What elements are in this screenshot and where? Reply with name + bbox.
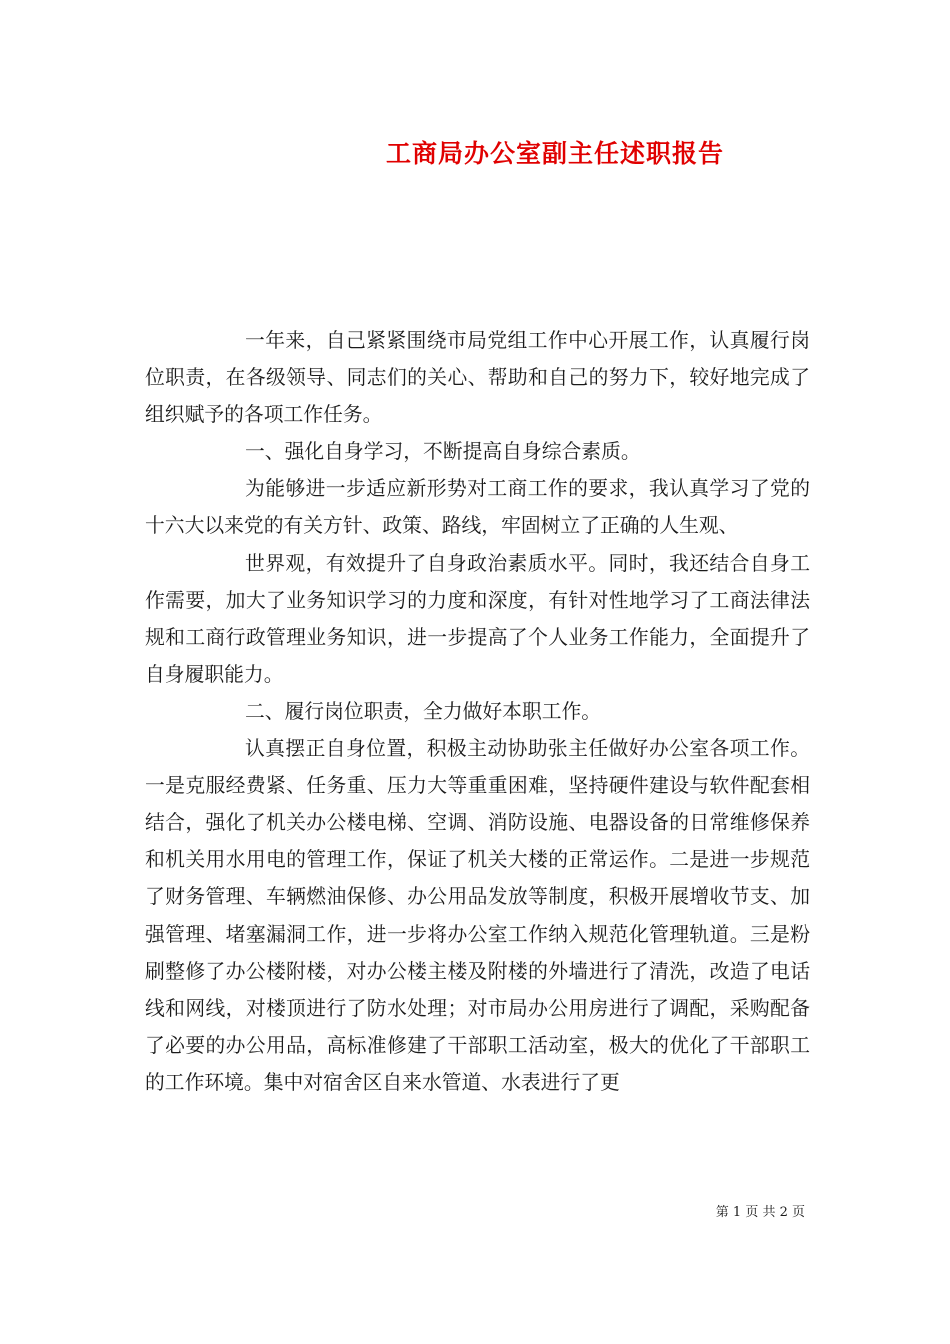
- paragraph-intro: 一年来，自己紧紧围绕市局党组工作中心开展工作，认真履行岗位职责，在各级领导、同志们的关心、帮助和自己的努力下，较好地完成了组织赋予的各项工作任务。: [145, 329, 810, 427]
- paragraph-duties: 认真摆正自身位置，积极主动协助张主任做好办公室各项工作。一是克服经费紧、任务重、压力大等重重困难，坚持硬件建设与软件配套相结合，强化了机关办公楼电梯、空调、消防设施、电器设备的日常维修保养和机关用水用电的管理工作，保证了机关大楼的正常运作。二是进一步规范了财务管理、车辆燃油保修、办公用品发放等制度，积极开展增收节支、加强管理、堵塞漏洞工作，进一步将办公室工作纳入规范化管理轨道。三是粉刷整修了办公楼附楼，对办公楼主楼及附楼的外墙进行了清洗，改造了电话线和网线，对楼顶进行了防水处理；对市局办公用房进行了调配，采购配备了必要的办公用品，高标准修建了干部职工活动室，极大的优化了干部职工的工作环境。集中对宿舍区自来水管道、水表进行了更: [145, 737, 810, 1094]
- document-title: 工商局办公室副主任述职报告: [385, 139, 724, 168]
- paragraph-worldview: 世界观，有效提升了自身政治素质水平。同时，我还结合自身工作需要，加大了业务知识学习的力度和深度，有针对性地学习了工商法律法规和工商行政管理业务知识，进一步提高了个人业务工作能力，全面提升了自身履职能力。: [145, 551, 810, 686]
- page-number: 第 1 页 共 2 页: [715, 1205, 805, 1220]
- document-body: [145, 322, 810, 1101]
- section-heading-1: 一、强化自身学习，不断提高自身综合素质。: [245, 440, 641, 464]
- section-heading-2: 二、履行岗位职责，全力做好本职工作。: [245, 699, 602, 723]
- paragraph-study: 为能够进一步适应新形势对工商工作的要求，我认真学习了党的十六大以来党的有关方针、政策、路线，牢固树立了正确的人生观、: [145, 477, 810, 538]
